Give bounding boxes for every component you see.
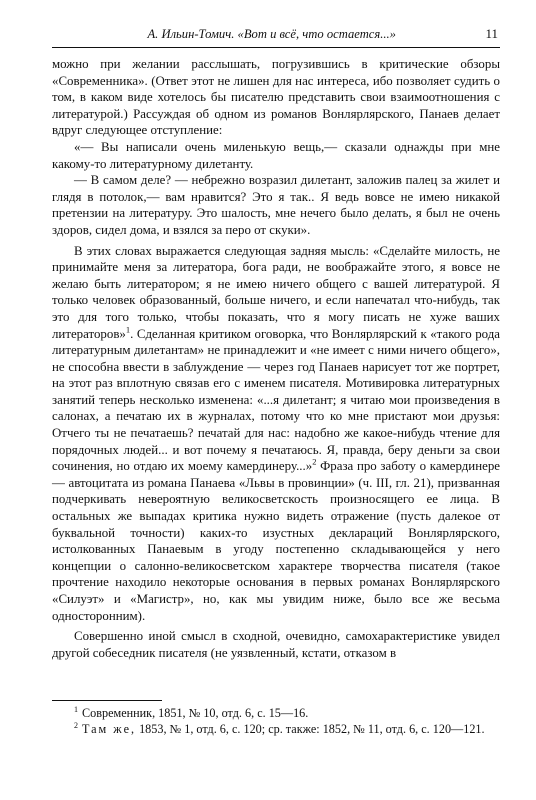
page-number: 11 (485, 26, 498, 41)
footnote-mark-2: 2 (74, 720, 78, 730)
footnote-1 (52, 706, 500, 722)
paragraph-4 (52, 243, 500, 625)
footnote-mark-1: 1 (74, 705, 78, 715)
running-title: А. Ильин-Томич. «Вот и всё, что остается...» (147, 27, 396, 41)
footnote-ibid: Там же, (82, 721, 137, 736)
page (52, 26, 500, 737)
paragraph-5: Совершенно иной смысл в сходной, очевидно, самохарактеристике увидел другой собеседник писателя (не уязвленный, кстати, отказом в (52, 629, 500, 660)
footnote-2 (52, 722, 500, 738)
paragraph-3: — В самом деле? — небрежно возразил дилетант, заложив палец за жилет и глядя в потолок,— вам нравится? Это я так.. Я ведь вовсе не имею никакой претензии на литературу. Это шалость, мне нечего было делать, я был не очень здоров, сидел дома, и взялся за перо от скуки». (52, 173, 500, 237)
paragraph-2: «— Вы написали очень миленькую вещь,— сказали однажды при мне какому-то литературному дилетанту. (52, 139, 500, 171)
paragraph-1: можно при желании расслышать, погрузившись в критические обзоры «Современника». (Ответ этот не лишен для нас интереса, ибо позволяет судить о том, в каком виде хотелось бы писателю представить свои взаимоотношения с литературой.) Рассуждая об одном из романов Вонлярлярского, Панаев делает вдруг следующее отступление: (52, 57, 500, 138)
footnotes (52, 706, 500, 737)
main-text (52, 56, 500, 661)
footnote-text-2: 1853, № 1, отд. 6, с. 120; ср. также: 1852, № 11, отд. 6, с. 120—121. (136, 721, 485, 736)
paragraph-4-part-b: . Сделанная критиком оговорка, что Вонлярлярский к «такого рода литературным дилетантам» не принадлежит и «не имеет с ними ничего общего», не способна ввести в заблуждение — через год Панаев нарисует тот же портрет, на этот раз вплотную связав его с именем писателя. Мотивировка литературных занятий теперь несколько изменена: «...я дилетант; я читаю мои произведения в салонах, а печатаю их в журналах, потому что ко мне пристают мои друзья: Отчего ты не печатаешь? печатай для нас: надобно же какое-нибудь чтение для порядочных людей... и вот почему я печатаюсь. Я, правда, беру деньги за свои сочинения, но отдаю их моему камердинеру...» (52, 326, 500, 474)
footnote-ref-2[interactable]: 2 (312, 456, 317, 467)
footnote-divider (52, 700, 162, 701)
paragraph-4-part-a: В этих словах выражается следующая задняя мысль: «Сделайте милость, не принимайте меня за литератора, бога ради, не воображайте этого, я вовсе не желаю быть литератором; я не имею ничего общего с вашей литературой. Я только человек образованный, больше ничего, и если напечатал что-нибудь, так это для того только, чтобы показать, что я могу писать не хуже ваших литераторов» (52, 243, 500, 341)
running-header (52, 26, 500, 48)
paragraph-4-part-c: Фраза про заботу о камердинере — автоцитата из романа Панаева «Львы в провинции» (ч. III, гл. 21), призванная подчеркивать невероятную великосветскость произносящего ее лица. В остальных же выпадах критика нужно видеть отражение (пусть далекое от буквальной точности) каких-то изустных деклараций Вонлярлярского, истолкованных Панаевым в угоду постепенно складывающейся у него концепции о салонно-великосветском характере творчества писателя (такое прочтение находило некоторые основания в первых романах Вонлярлярского «Силуэт» и «Магистр», но, как мы увидим ниже, было все же весьма односторонним). (52, 459, 500, 623)
footnote-ref-1[interactable]: 1 (125, 324, 131, 335)
footnote-text-1: Современник, 1851, № 10, отд. 6, с. 15—16. (82, 706, 309, 721)
